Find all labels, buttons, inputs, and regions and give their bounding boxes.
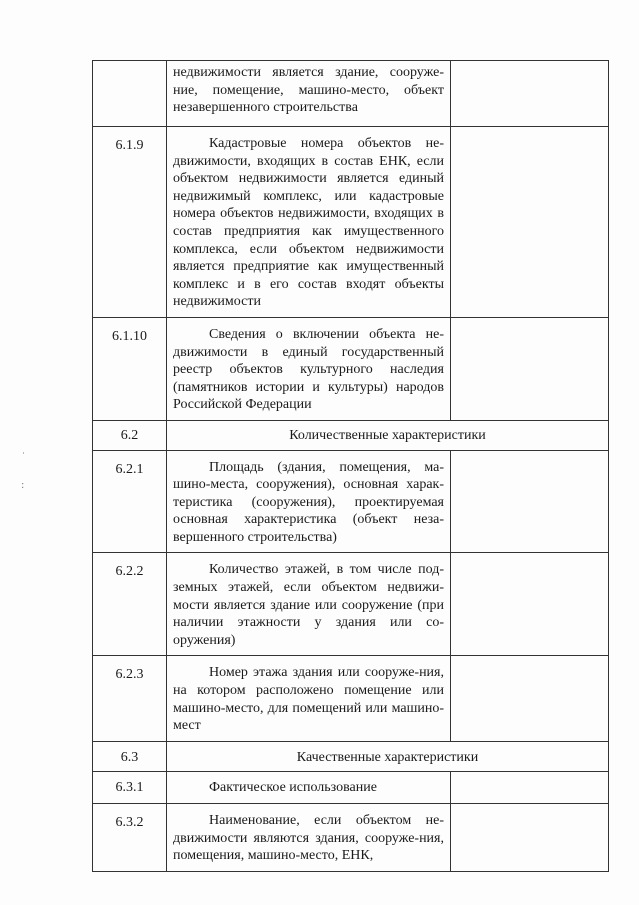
table-row <box>93 61 609 127</box>
row-text: Сведения о включении объекта не-движимости в единый государственный реестр объектов культурного наследия (памятников истории и культуры) народов Российской Федерации <box>173 326 444 413</box>
row-text: Количество этажей, в том числе под-земных этажей, если объектом недвижи-мости является здание или сооружение (при наличии этажности у здания или со-оружения) <box>173 562 444 648</box>
table-row <box>93 741 609 772</box>
row-number: 6.3.1 <box>93 772 167 804</box>
margin-mark: : <box>21 480 25 491</box>
characteristics-table <box>92 60 609 872</box>
row-number: 6.3.2 <box>93 804 167 872</box>
table-row <box>93 317 609 420</box>
row-text: недвижимости является здание, сооруже-ние, помещение, машино-место, объект незавершенного строительства <box>173 65 444 116</box>
row-text: Кадастровые номера объектов не-движимости, входящих в состав ЕНК, если объектом недвижимости является единый недвижимый комплекс, или кадастровые номера объектов недвижимости, входящих в состав предприятия как имущественного комплекса, если объектом недвижимости является предприятие как имущественный комплекс и в его состав входят объекты недвижимости <box>173 136 444 310</box>
row-value-cell <box>451 772 609 804</box>
row-number: 6.1.9 <box>93 127 167 318</box>
margin-mark: ˙ <box>21 452 26 463</box>
row-description <box>167 772 451 804</box>
table-row <box>93 450 609 553</box>
section-number: 6.3 <box>93 741 167 772</box>
row-text: Площадь (здания, помещения, ма-шино-места, сооружения), основная харак-теристика (сооружения), проектируемая основная характеристика (объект неза-вершенного строительства) <box>173 459 444 545</box>
row-value-cell <box>451 317 609 420</box>
row-description <box>167 450 451 553</box>
row-description <box>167 804 451 872</box>
row-value-cell <box>451 553 609 656</box>
row-value-cell <box>451 61 609 127</box>
table-row <box>93 420 609 450</box>
table-row <box>93 772 609 804</box>
row-number: 6.2.1 <box>93 450 167 553</box>
section-heading: Качественные характеристики <box>167 741 609 772</box>
row-text: Номер этажа здания или сооруже-ния, на котором расположено помещение или машино-место, для помещений или машино-мест <box>173 665 444 734</box>
table-row <box>93 127 609 318</box>
row-text: Фактическое использование <box>209 780 377 796</box>
table-row <box>93 804 609 872</box>
row-value-cell <box>451 450 609 553</box>
table-row <box>93 656 609 741</box>
row-number <box>93 61 167 127</box>
row-value-cell <box>451 656 609 741</box>
row-number: 6.2.3 <box>93 656 167 741</box>
section-number: 6.2 <box>93 420 167 450</box>
row-description <box>167 553 451 656</box>
row-description <box>167 656 451 741</box>
row-value-cell <box>451 127 609 318</box>
table-row <box>93 553 609 656</box>
row-number: 6.1.10 <box>93 317 167 420</box>
row-description <box>167 61 451 127</box>
row-number: 6.2.2 <box>93 553 167 656</box>
section-heading: Количественные характеристики <box>167 420 609 450</box>
row-text: Наименование, если объектом не-движимости являются здания, сооруже-ния, помещения, машино-место, ЕНК, <box>173 813 444 864</box>
row-description <box>167 127 451 318</box>
row-value-cell <box>451 804 609 872</box>
row-description <box>167 317 451 420</box>
